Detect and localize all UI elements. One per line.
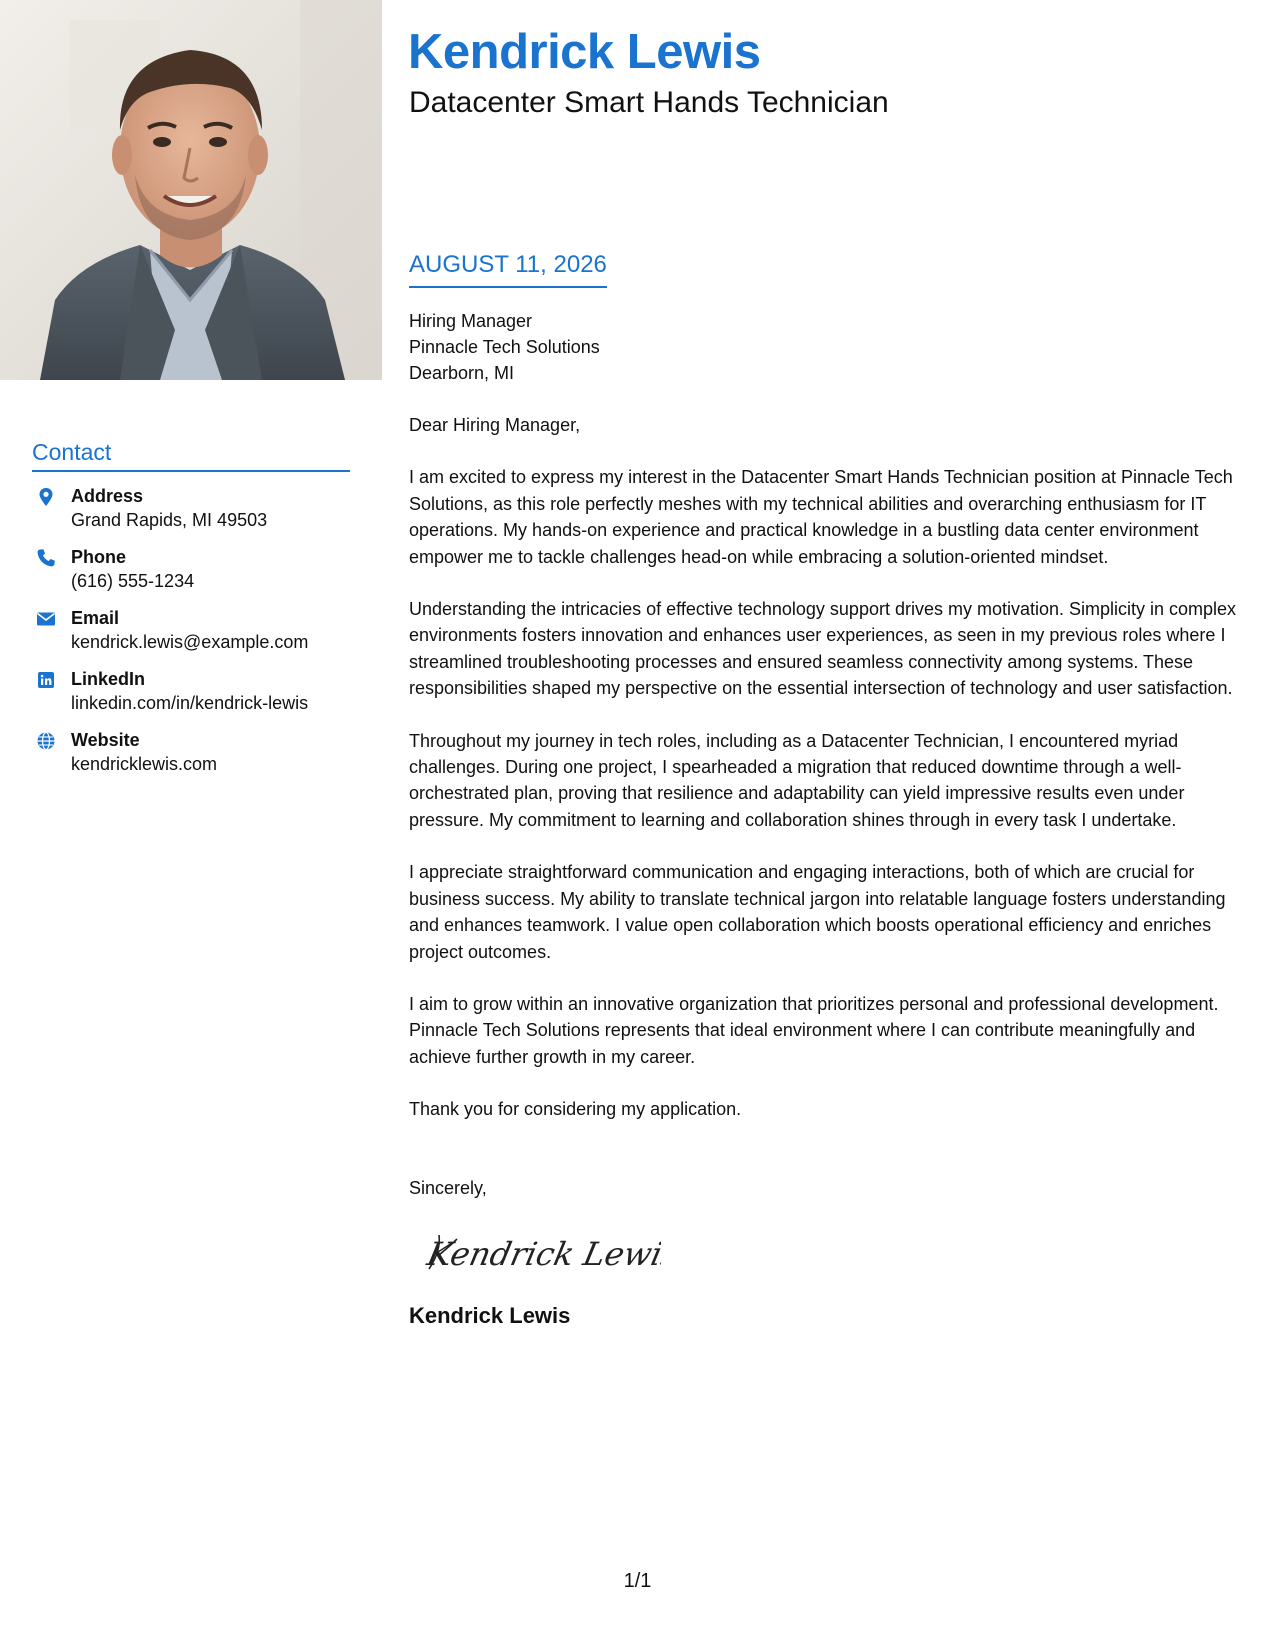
contact-item-phone xyxy=(32,545,350,594)
linkedin-value[interactable]: linkedin.com/in/kendrick-lewis xyxy=(71,693,309,713)
address-value: Grand Rapids, MI 49503 xyxy=(71,510,268,530)
contact-item-linkedin xyxy=(32,667,350,716)
letter-paragraph: Thank you for considering my application. xyxy=(409,1099,742,1120)
handwritten-signature xyxy=(421,1221,1249,1291)
contact-label: Website xyxy=(71,730,140,750)
phone-icon xyxy=(36,548,56,568)
globe-icon xyxy=(36,731,56,751)
contact-heading: Contact xyxy=(32,438,350,472)
letter-date: AUGUST 11, 2026 xyxy=(409,250,607,288)
recipient-block xyxy=(409,308,1249,386)
contact-item-address xyxy=(32,484,350,533)
job-title: Datacenter Smart Hands Technician xyxy=(409,86,889,119)
contact-label: Email xyxy=(71,608,120,628)
letter-paragraph: I aim to grow within an innovative organization that prioritizes personal and professional development. Pinnacle Tech Solutions represents that ideal environment where I can contribute meaningfully and achieve further growth in my career. xyxy=(409,993,1219,1067)
contact-section xyxy=(32,438,350,777)
phone-value: (616) 555-1234 xyxy=(71,571,195,591)
contact-label: LinkedIn xyxy=(71,669,146,689)
page-number: 1/1 xyxy=(623,1570,652,1592)
recipient-line: Pinnacle Tech Solutions xyxy=(409,337,600,357)
contact-item-email xyxy=(32,606,350,655)
contact-item-website xyxy=(32,728,350,777)
letter-paragraph: Throughout my journey in tech roles, including as a Datacenter Technician, I encountered myriad challenges. During one project, I spearheaded a migration that reduced downtime through a well-orchestrated plan, proving that resilience and adaptability can yield impressive results even under pressure. My commitment to learning and collaboration shines through in every task I undertake. xyxy=(409,730,1185,830)
letter-paragraph: I am excited to express my interest in the Datacenter Smart Hands Technician position at Pinnacle Tech Solutions, as this role perfectly meshes with my technical abilities and overarching enthusiasm for IT operations. My hands-on experience and practical knowledge in a bustling data center environment empower me to tackle challenges head-on while embracing a solution-oriented mindset. xyxy=(409,467,1233,567)
map-pin-icon xyxy=(36,487,56,507)
recipient-line: Dearborn, MI xyxy=(409,363,515,383)
envelope-icon xyxy=(36,609,56,629)
contact-label: Address xyxy=(71,486,144,506)
closing: Sincerely, xyxy=(409,1177,487,1198)
signed-name: Kendrick Lewis xyxy=(409,1302,571,1328)
letter-body xyxy=(409,308,1249,1331)
linkedin-icon xyxy=(36,670,56,690)
svg-text:Kendrick Lewis: Kendrick Lewis xyxy=(423,1235,661,1273)
website-value[interactable]: kendricklewis.com xyxy=(71,754,218,774)
recipient-line: Hiring Manager xyxy=(409,311,533,331)
letter-paragraph: Understanding the intricacies of effective technology support drives my motivation. Simplicity in complex environments fosters innovation and enhances user experiences, as seen in my previous roles where I streamlined troubleshooting processes and ensured seamless connectivity among systems. These responsibilities shaped my perspective on the essential intersection of technology and user satisfaction. xyxy=(409,599,1237,699)
letter-paragraph: I appreciate straightforward communication and engaging interactions, both of which are crucial for business success. My ability to translate technical jargon into relatable language fosters understanding and enhances teamwork. I value open collaboration which boosts operational efficiency and enriches project outcomes. xyxy=(409,862,1226,962)
profile-photo xyxy=(0,0,382,380)
contact-label: Phone xyxy=(71,547,127,567)
applicant-name: Kendrick Lewis xyxy=(408,25,761,79)
email-value[interactable]: kendrick.lewis@example.com xyxy=(71,632,309,652)
salutation: Dear Hiring Manager, xyxy=(409,415,581,435)
